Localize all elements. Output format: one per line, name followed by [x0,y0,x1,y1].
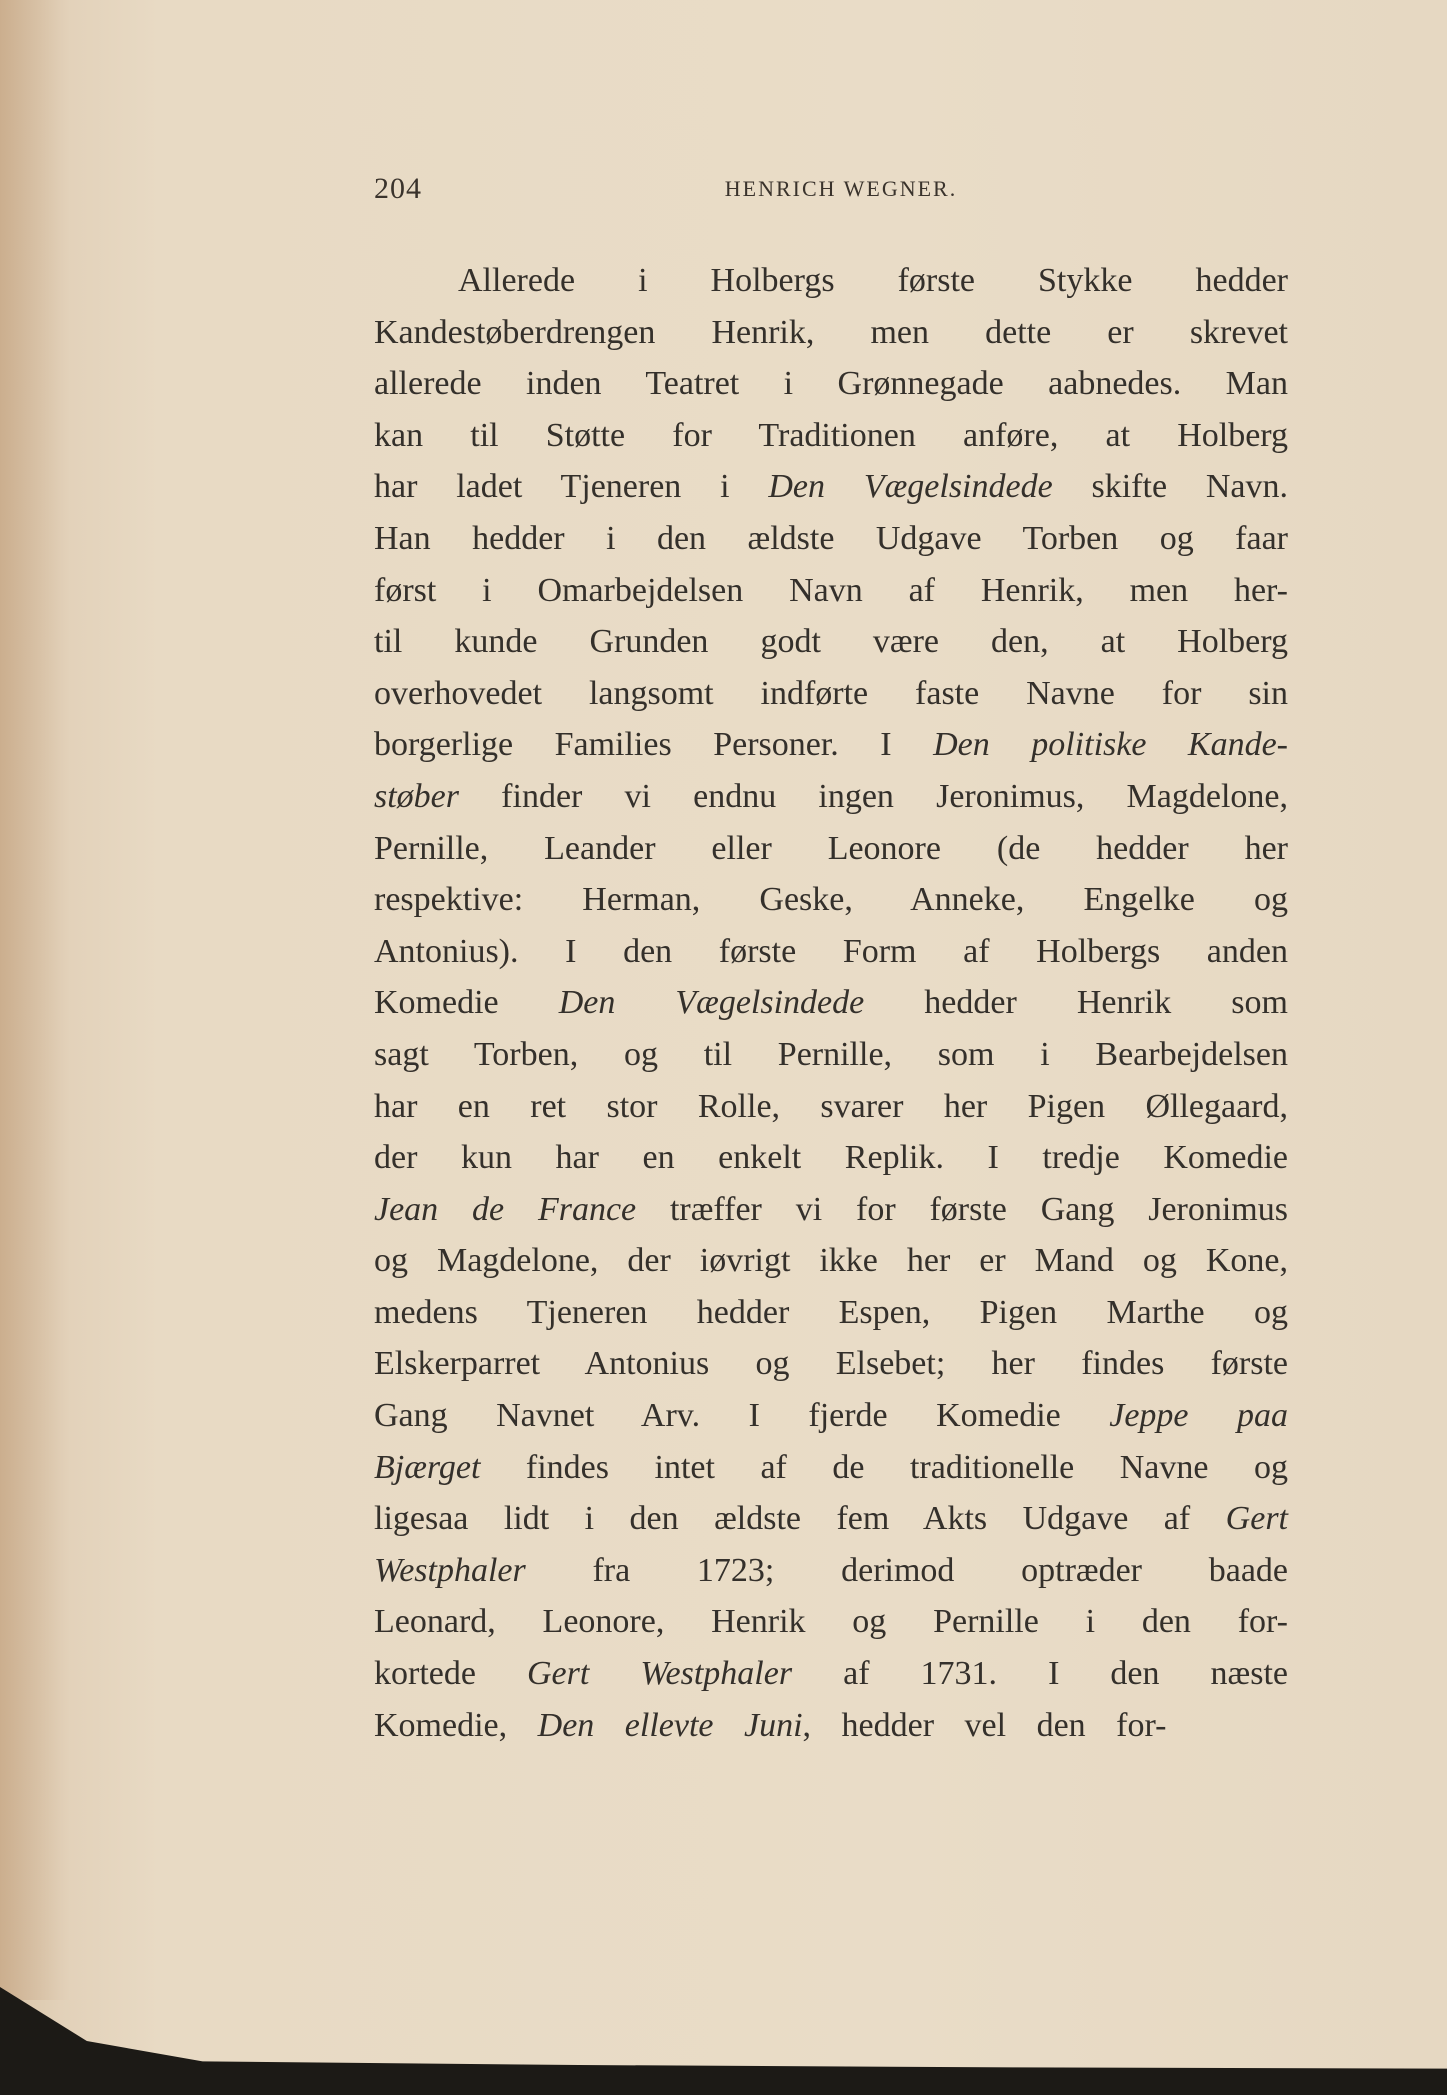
italic-title: Den Vægelsindede [558,984,865,1022]
text-line [374,874,1288,926]
text-line [374,926,1288,978]
text-line [374,1338,1288,1390]
text-run: findes intet af de traditionelle Navne og [480,1448,1288,1486]
text-run: fra 1723; derimod optræder baade [525,1551,1288,1589]
text-run: , hedder vel den for- [802,1706,1167,1744]
text-line [374,616,1288,668]
text-line [374,1442,1288,1494]
text-line [374,410,1288,462]
text-line [374,1700,1288,1752]
page-number: 204 [374,172,422,205]
text-run: respektive: Herman, Geske, Anneke, Engelke og [374,881,1288,919]
text-run: finder vi endnu ingen Jeronimus, Magdelone, [459,777,1288,815]
text-run: kan til Støtte for Traditionen anføre, at Holberg [374,416,1288,454]
italic-title: støber [374,777,459,815]
text-run: Han hedder i den ældste Udgave Torben og faar [374,519,1288,557]
text-line [374,1235,1288,1287]
running-title: HENRICH WEGNER. [724,176,958,201]
text-run: Pernille, Leander eller Leonore (de hedder her [374,829,1288,867]
text-run: til kunde Grunden godt være den, at Holberg [374,623,1288,661]
text-run: ligesaa lidt i den ældste fem Akts Udgave af [374,1500,1226,1538]
text-run: allerede inden Teatret i Grønnegade aabnedes. Man [374,365,1288,403]
text-run: først i Omarbejdelsen Navn af Henrik, men her- [374,571,1288,609]
text-line [374,771,1288,823]
text-line [374,977,1288,1029]
text-line [374,307,1288,359]
text-line [374,565,1288,617]
text-run: overhovedet langsomt indførte faste Navne for sin [374,674,1288,712]
text-run: Komedie, [374,1706,538,1744]
text-line [374,1132,1288,1184]
text-run: har ladet Tjeneren i [374,468,769,506]
text-run: Gang Navnet Arv. I fjerde Komedie [374,1397,1110,1435]
text-run: hedder Henrik som [864,984,1288,1022]
text-run: træffer vi for første Gang Jeronimus [636,1190,1288,1228]
text-line [374,255,1288,307]
text-run: skifte Navn. [1052,468,1288,506]
italic-title: Den ellevte Juni [537,1706,803,1744]
text-run: Kandestøberdrengen Henrik, men dette er skrevet [374,313,1288,351]
text-line [374,1390,1288,1442]
text-line [374,1029,1288,1081]
text-line [374,461,1288,513]
italic-title: Bjærget [374,1448,481,1486]
italic-title: Jean de France [374,1190,637,1228]
text-line [374,513,1288,565]
text-run: og Magdelone, der iøvrigt ikke her er Mand og Kone, [374,1242,1288,1280]
text-run: Allerede i Holbergs første Stykke hedder [458,262,1288,299]
text-line [374,1081,1288,1133]
text-run: medens Tjeneren hedder Espen, Pigen Marthe og [374,1293,1288,1331]
text-line [374,823,1288,875]
text-run: sagt Torben, og til Pernille, som i Bearbejdelsen [374,1035,1288,1073]
italic-title: Westphaler [374,1551,526,1589]
text-line [374,1287,1288,1339]
text-run: Leonard, Leonore, Henrik og Pernille i den for- [374,1603,1288,1641]
text-run: borgerlige Families Personer. I [374,726,934,764]
text-run: Komedie [374,984,559,1022]
text-line [374,1184,1288,1236]
italic-title: Gert Westphaler [526,1655,793,1693]
italic-title: Jeppe paa [1109,1397,1288,1435]
text-run: der kun har en enkelt Replik. I tredje Komedie [374,1139,1288,1177]
text-line [374,668,1288,720]
text-line [374,719,1288,771]
text-run: Elskerparret Antonius og Elsebet; her findes første [374,1345,1288,1383]
page-edge-stain [0,0,70,2000]
text-line [374,1545,1288,1597]
body-text [374,255,1288,1751]
text-run: kortede [374,1655,527,1693]
page-bottom-shadow [0,1975,1447,2095]
text-line [374,1648,1288,1700]
text-run: af 1731. I den næste [792,1655,1288,1693]
text-run: Antonius). I den første Form af Holbergs anden [374,932,1288,970]
page-header [374,172,1308,212]
italic-title: Den Vægelsindede [768,468,1053,506]
italic-title: Gert [1225,1500,1288,1538]
italic-title: Den politiske Kande- [933,726,1289,764]
text-run: har en ret stor Rolle, svarer her Pigen Øllegaard, [374,1087,1288,1125]
text-line [374,1596,1288,1648]
text-line [374,358,1288,410]
text-line [374,1493,1288,1545]
